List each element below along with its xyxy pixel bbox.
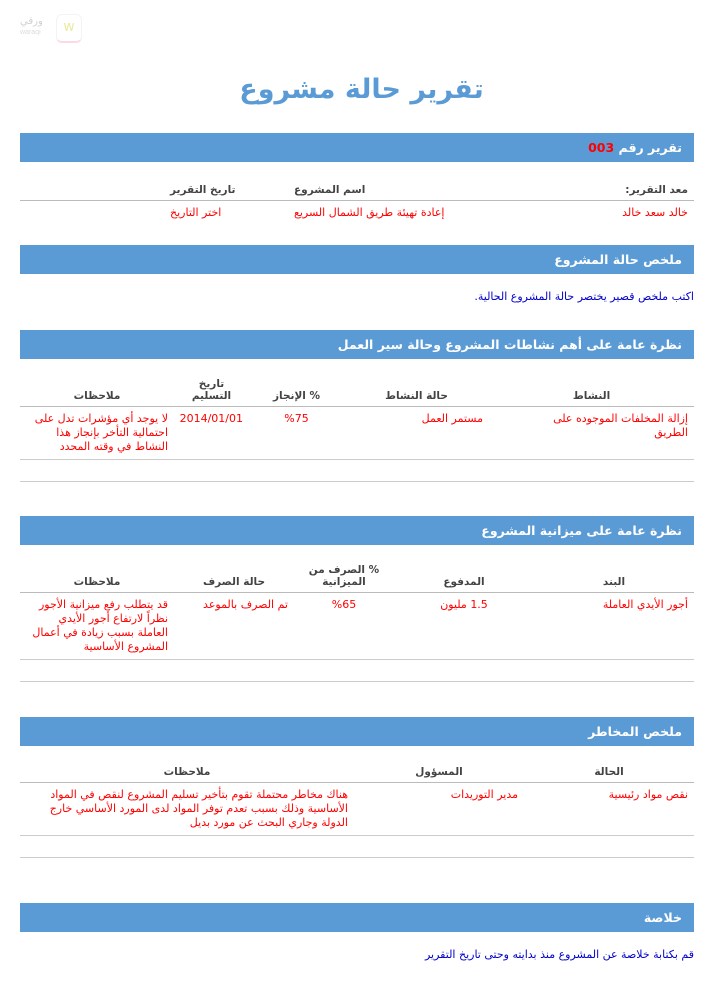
empty-cell[interactable]: [174, 660, 294, 682]
empty-row: [20, 836, 694, 858]
header-delivery-date: تاريخ التسليم: [174, 374, 249, 407]
header-completion: % الإنجاز: [249, 374, 344, 407]
waraqi-logo: [20, 14, 84, 44]
delivery-date-cell[interactable]: 2014/01/01: [174, 407, 249, 460]
budget-section: [20, 560, 694, 682]
preparer-value[interactable]: خالد سعد خالد: [622, 206, 688, 219]
empty-cell[interactable]: [524, 836, 694, 858]
info-section: [20, 180, 694, 225]
table-row: [20, 593, 694, 660]
activities-table: [20, 374, 694, 482]
conclusion-bar: خلاصة: [20, 903, 694, 932]
header-activity-status: حالة النشاط: [344, 374, 489, 407]
activity-cell[interactable]: إزالة المخلفات الموجوده على الطريق: [489, 407, 694, 460]
logo-text-ar: ورقي: [20, 16, 43, 27]
risk-owner-cell[interactable]: مدير التوريدات: [354, 783, 524, 836]
header-activity: النشاط: [489, 374, 694, 407]
spend-status-cell[interactable]: تم الصرف بالموعد: [174, 593, 294, 660]
header-project-name: اسم المشروع: [244, 180, 494, 201]
table-row: [20, 407, 694, 460]
header-owner: المسؤول: [354, 762, 524, 783]
conclusion-text[interactable]: قم بكتابة خلاصة عن المشروع منذ بدايته وحتى تاريخ التقرير: [424, 948, 694, 961]
activity-status-cell[interactable]: مستمر العمل: [344, 407, 489, 460]
info-table: [20, 180, 694, 225]
table-row: [20, 783, 694, 836]
risk-status-cell[interactable]: نقص مواد رئيسية: [524, 783, 694, 836]
logo-text-en: waraqi: [20, 29, 41, 36]
status-summary-bar: ملخص حالة المشروع: [20, 245, 694, 274]
empty-cell[interactable]: [249, 460, 344, 482]
empty-cell[interactable]: [489, 460, 694, 482]
empty-cell[interactable]: [394, 660, 534, 682]
risk-notes-cell[interactable]: هناك مخاطر محتملة تقوم بتأخير تسليم المشروع لنقص في المواد الأساسية وذلك بسبب تعدم توفر المواد لدى المورد الأساسي خارج الدولة وجاري البحث عن مورد بديل: [20, 783, 354, 836]
header-notes: ملاحظات: [20, 374, 174, 407]
empty-cell[interactable]: [534, 660, 694, 682]
empty-cell[interactable]: [174, 460, 249, 482]
header-notes: ملاحظات: [20, 762, 354, 783]
empty-cell[interactable]: [20, 836, 354, 858]
header-preparer: معد التقرير:: [494, 180, 694, 201]
report-number: 003: [588, 140, 615, 155]
empty-cell[interactable]: [20, 460, 174, 482]
paid-cell[interactable]: 1.5 مليون: [394, 593, 534, 660]
header-spend-percent: % الصرف من الميزانية: [294, 560, 394, 593]
project-name-value[interactable]: إعادة تهيئة طريق الشمال السريع: [294, 206, 445, 219]
header-notes: ملاحظات: [20, 560, 174, 593]
notes-cell[interactable]: لا يوجد أي مؤشرات تدل على احتمالية التأخر بإنجاز هذا النشاط في وقته المحدد: [20, 407, 174, 460]
header-item: البند: [534, 560, 694, 593]
header-paid: المدفوع: [394, 560, 534, 593]
empty-cell[interactable]: [344, 460, 489, 482]
activities-bar: نظرة عامة على أهم نشاطات المشروع وحالة سير العمل: [20, 330, 694, 359]
status-summary-text[interactable]: اكتب ملخص قصير يختصر حالة المشروع الحالية.: [474, 290, 694, 303]
report-number-label: تقرير رقم: [618, 140, 682, 155]
empty-cell[interactable]: [354, 836, 524, 858]
report-date-picker[interactable]: اختر التاريخ: [170, 206, 222, 219]
item-cell[interactable]: أجور الأيدي العاملة: [534, 593, 694, 660]
activities-section: [20, 374, 694, 482]
completion-cell[interactable]: %75: [249, 407, 344, 460]
risks-table: [20, 762, 694, 858]
empty-cell[interactable]: [20, 660, 174, 682]
header-status: الحالة: [524, 762, 694, 783]
header-report-date: تاريخ التقرير: [20, 180, 244, 201]
empty-row: [20, 660, 694, 682]
spend-percent-cell[interactable]: %65: [294, 593, 394, 660]
budget-bar: نظرة عامة على ميزانية المشروع: [20, 516, 694, 545]
logo-icon: w: [56, 14, 82, 43]
budget-table: [20, 560, 694, 682]
page-title: تقرير حالة مشروع: [239, 74, 484, 105]
notes-cell[interactable]: قد يتطلب رفع ميزانية الأجور نظراً لارتفاع أجور الأيدي العاملة بسبب زيادة في أعمال المشروع الأساسية: [20, 593, 174, 660]
risks-section: [20, 762, 694, 858]
risks-bar: ملخص المخاطر: [20, 717, 694, 746]
header-spend-status: حالة الصرف: [174, 560, 294, 593]
empty-row: [20, 460, 694, 482]
report-number-bar: [20, 133, 694, 162]
empty-cell[interactable]: [294, 660, 394, 682]
